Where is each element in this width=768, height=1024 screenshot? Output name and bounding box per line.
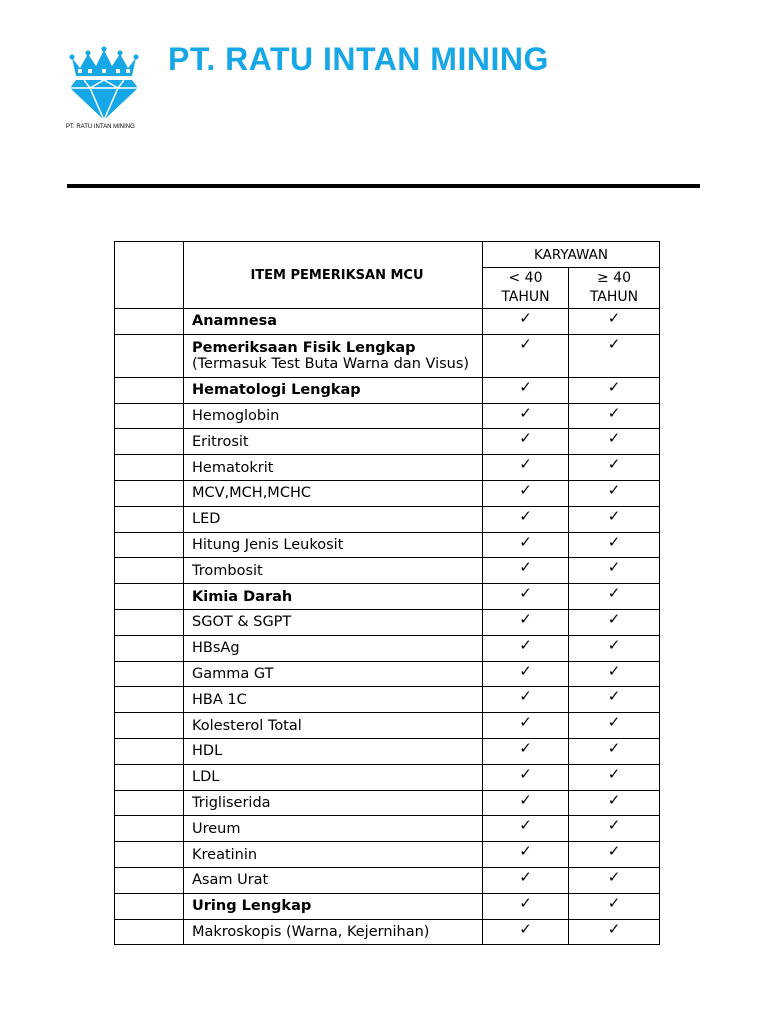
check-icon: ✓ (519, 377, 532, 396)
check-cell-under-40 (483, 635, 569, 661)
item-label: Asam Urat (192, 872, 269, 889)
item-cell (184, 867, 483, 893)
check-cell-40-plus (569, 764, 660, 790)
check-cell-40-plus (569, 334, 660, 377)
check-cell-under-40 (483, 713, 569, 739)
item-cell (184, 842, 483, 868)
table-row (115, 790, 660, 816)
number-cell (115, 713, 184, 739)
item-label: HDL (192, 743, 223, 760)
item-cell (184, 403, 483, 429)
item-cell (184, 309, 483, 335)
check-icon: ✓ (607, 893, 621, 912)
item-label: HBA 1C (192, 691, 247, 708)
check-cell-40-plus (569, 584, 660, 610)
check-icon: ✓ (607, 558, 621, 577)
check-cell-under-40 (483, 584, 569, 610)
table-row (115, 480, 660, 506)
number-cell (115, 661, 184, 687)
number-cell (115, 790, 184, 816)
check-icon: ✓ (519, 455, 532, 474)
item-label: Kreatinin (192, 846, 258, 863)
check-icon: ✓ (519, 532, 532, 551)
check-icon: ✓ (607, 403, 621, 422)
check-cell-40-plus (569, 790, 660, 816)
check-cell-under-40 (483, 429, 569, 455)
item-label: Eritrosit (192, 433, 249, 450)
table-row (115, 609, 660, 635)
check-cell-under-40 (483, 919, 569, 945)
item-label: Pemeriksaan Fisik Lengkap (192, 339, 416, 356)
check-icon: ✓ (607, 687, 621, 706)
check-icon: ✓ (607, 429, 621, 448)
header-divider (67, 184, 700, 188)
number-cell (115, 506, 184, 532)
check-icon: ✓ (519, 609, 532, 628)
check-icon: ✓ (519, 635, 532, 654)
table-row (115, 455, 660, 481)
check-cell-under-40 (483, 480, 569, 506)
company-title: PT. RATU INTAN MINING (168, 41, 549, 77)
check-icon: ✓ (607, 480, 621, 499)
check-icon: ✓ (607, 635, 621, 654)
item-label: Makroskopis (Warna, Kejernihan) (192, 923, 430, 940)
check-icon: ✓ (607, 764, 621, 783)
item-cell (184, 738, 483, 764)
check-cell-40-plus (569, 506, 660, 532)
item-label: Hitung Jenis Leukosit (192, 536, 344, 553)
item-cell (184, 919, 483, 945)
mcu-table (114, 241, 660, 945)
item-label: LED (192, 511, 221, 528)
number-cell (115, 334, 184, 377)
check-cell-40-plus (569, 455, 660, 481)
table-row (115, 506, 660, 532)
table-row (115, 893, 660, 919)
number-cell (115, 919, 184, 945)
item-label: Gamma GT (192, 665, 274, 682)
check-cell-40-plus (569, 609, 660, 635)
check-icon: ✓ (607, 919, 621, 938)
number-cell (115, 403, 184, 429)
number-cell (115, 867, 184, 893)
check-icon: ✓ (519, 309, 532, 327)
number-cell (115, 584, 184, 610)
item-cell (184, 455, 483, 481)
item-label: Hemoglobin (192, 407, 280, 424)
age-40-plus-line1: ≥ 40 (597, 270, 631, 286)
check-cell-under-40 (483, 842, 569, 868)
check-cell-under-40 (483, 790, 569, 816)
number-cell (115, 309, 184, 335)
check-icon: ✓ (607, 455, 621, 474)
age-40-plus-header (569, 268, 660, 309)
table-row (115, 377, 660, 403)
number-cell (115, 377, 184, 403)
check-cell-under-40 (483, 816, 569, 842)
item-cell (184, 764, 483, 790)
age-40-plus-line2: TAHUN (589, 289, 639, 305)
group-header: KARYAWAN (483, 242, 660, 268)
check-cell-under-40 (483, 764, 569, 790)
check-icon: ✓ (519, 816, 532, 835)
check-icon: ✓ (519, 506, 532, 525)
check-cell-under-40 (483, 455, 569, 481)
check-icon: ✓ (519, 790, 532, 809)
logo-caption: PT. RATU INTAN MINING (66, 124, 135, 130)
crown-diamond-icon (66, 46, 142, 122)
check-cell-under-40 (483, 609, 569, 635)
check-icon: ✓ (607, 506, 621, 525)
check-icon: ✓ (607, 867, 621, 886)
item-cell (184, 635, 483, 661)
item-label: Kolesterol Total (192, 717, 302, 734)
check-icon: ✓ (607, 816, 621, 835)
table-row (115, 635, 660, 661)
check-icon: ✓ (607, 790, 621, 809)
check-cell-under-40 (483, 893, 569, 919)
item-label: LDL (192, 769, 220, 786)
check-cell-under-40 (483, 687, 569, 713)
item-cell (184, 377, 483, 403)
age-under-40-line1: < 40 (508, 270, 543, 286)
item-cell (184, 429, 483, 455)
item-cell (184, 713, 483, 739)
table-row (115, 867, 660, 893)
check-cell-under-40 (483, 309, 569, 335)
check-cell-40-plus (569, 429, 660, 455)
check-icon: ✓ (519, 661, 532, 680)
number-cell (115, 816, 184, 842)
item-cell (184, 816, 483, 842)
number-cell (115, 558, 184, 584)
check-icon: ✓ (607, 334, 621, 353)
item-cell (184, 532, 483, 558)
item-cell (184, 558, 483, 584)
check-icon: ✓ (519, 687, 532, 706)
item-header: ITEM PEMERIKSAN MCU (184, 242, 483, 309)
check-cell-40-plus (569, 842, 660, 868)
check-cell-40-plus (569, 635, 660, 661)
check-icon: ✓ (519, 334, 532, 353)
age-under-40-header (483, 268, 569, 309)
item-cell (184, 790, 483, 816)
check-icon: ✓ (519, 842, 532, 861)
check-cell-under-40 (483, 506, 569, 532)
table-row (115, 816, 660, 842)
item-label: Kimia Darah (192, 588, 293, 605)
check-cell-40-plus (569, 480, 660, 506)
check-cell-under-40 (483, 532, 569, 558)
table-row (115, 403, 660, 429)
number-cell (115, 429, 184, 455)
age-under-40-line2: TAHUN (501, 289, 550, 305)
check-cell-40-plus (569, 867, 660, 893)
table-row (115, 429, 660, 455)
table-row (115, 919, 660, 945)
item-cell (184, 609, 483, 635)
check-cell-under-40 (483, 867, 569, 893)
check-icon: ✓ (519, 893, 532, 912)
table-row (115, 334, 660, 377)
table-row (115, 532, 660, 558)
check-icon: ✓ (519, 713, 532, 732)
number-cell (115, 609, 184, 635)
check-icon: ✓ (519, 429, 532, 448)
item-label: Ureum (192, 820, 241, 837)
check-cell-under-40 (483, 403, 569, 429)
check-icon: ✓ (607, 609, 621, 628)
check-icon: ✓ (519, 738, 532, 757)
item-label: Uring Lengkap (192, 898, 312, 915)
check-cell-40-plus (569, 713, 660, 739)
number-cell (115, 532, 184, 558)
check-cell-40-plus (569, 738, 660, 764)
number-cell (115, 764, 184, 790)
item-cell (184, 334, 483, 377)
item-label: MCV,MCH,MCHC (192, 485, 311, 502)
item-label: HBsAg (192, 640, 240, 657)
table-row (115, 558, 660, 584)
number-cell (115, 687, 184, 713)
item-cell (184, 480, 483, 506)
check-icon: ✓ (607, 661, 621, 680)
check-icon: ✓ (519, 867, 532, 886)
check-icon: ✓ (607, 713, 621, 732)
table-row (115, 687, 660, 713)
item-cell (184, 506, 483, 532)
check-icon: ✓ (519, 558, 532, 577)
check-icon: ✓ (519, 584, 532, 603)
item-label: Anamnesa (192, 313, 278, 330)
check-icon: ✓ (519, 764, 532, 783)
check-icon: ✓ (519, 480, 532, 499)
check-cell-under-40 (483, 738, 569, 764)
check-cell-under-40 (483, 334, 569, 377)
table-row (115, 713, 660, 739)
check-cell-40-plus (569, 403, 660, 429)
check-cell-40-plus (569, 893, 660, 919)
check-cell-40-plus (569, 687, 660, 713)
table-row (115, 584, 660, 610)
number-cell (115, 635, 184, 661)
number-header-cell (115, 242, 184, 309)
item-label: SGOT & SGPT (192, 614, 292, 631)
check-cell-40-plus (569, 532, 660, 558)
item-cell (184, 893, 483, 919)
check-icon: ✓ (519, 403, 532, 422)
check-icon: ✓ (607, 842, 621, 861)
check-cell-40-plus (569, 558, 660, 584)
number-cell (115, 480, 184, 506)
item-sublabel: (Termasuk Test Buta Warna dan Visus) (192, 355, 470, 372)
item-label: Trombosit (192, 562, 263, 579)
check-icon: ✓ (607, 738, 621, 757)
number-cell (115, 893, 184, 919)
check-cell-under-40 (483, 558, 569, 584)
table-row (115, 738, 660, 764)
number-cell (115, 842, 184, 868)
table-row (115, 661, 660, 687)
table-header-row (115, 242, 660, 268)
table-row (115, 764, 660, 790)
item-cell (184, 661, 483, 687)
company-logo (66, 46, 142, 122)
check-cell-40-plus (569, 309, 660, 335)
check-cell-40-plus (569, 377, 660, 403)
check-cell-under-40 (483, 661, 569, 687)
check-icon: ✓ (607, 377, 621, 396)
check-icon: ✓ (607, 584, 621, 603)
table-row (115, 309, 660, 335)
check-cell-40-plus (569, 816, 660, 842)
item-label: Hematokrit (192, 459, 274, 476)
check-cell-40-plus (569, 919, 660, 945)
number-cell (115, 738, 184, 764)
item-cell (184, 687, 483, 713)
table-row (115, 842, 660, 868)
check-cell-40-plus (569, 661, 660, 687)
check-icon: ✓ (607, 532, 621, 551)
item-cell (184, 584, 483, 610)
item-label: Hematologi Lengkap (192, 382, 361, 399)
check-icon: ✓ (519, 919, 532, 938)
check-cell-under-40 (483, 377, 569, 403)
item-label: Trigliserida (192, 794, 271, 811)
check-icon: ✓ (607, 309, 621, 327)
number-cell (115, 455, 184, 481)
